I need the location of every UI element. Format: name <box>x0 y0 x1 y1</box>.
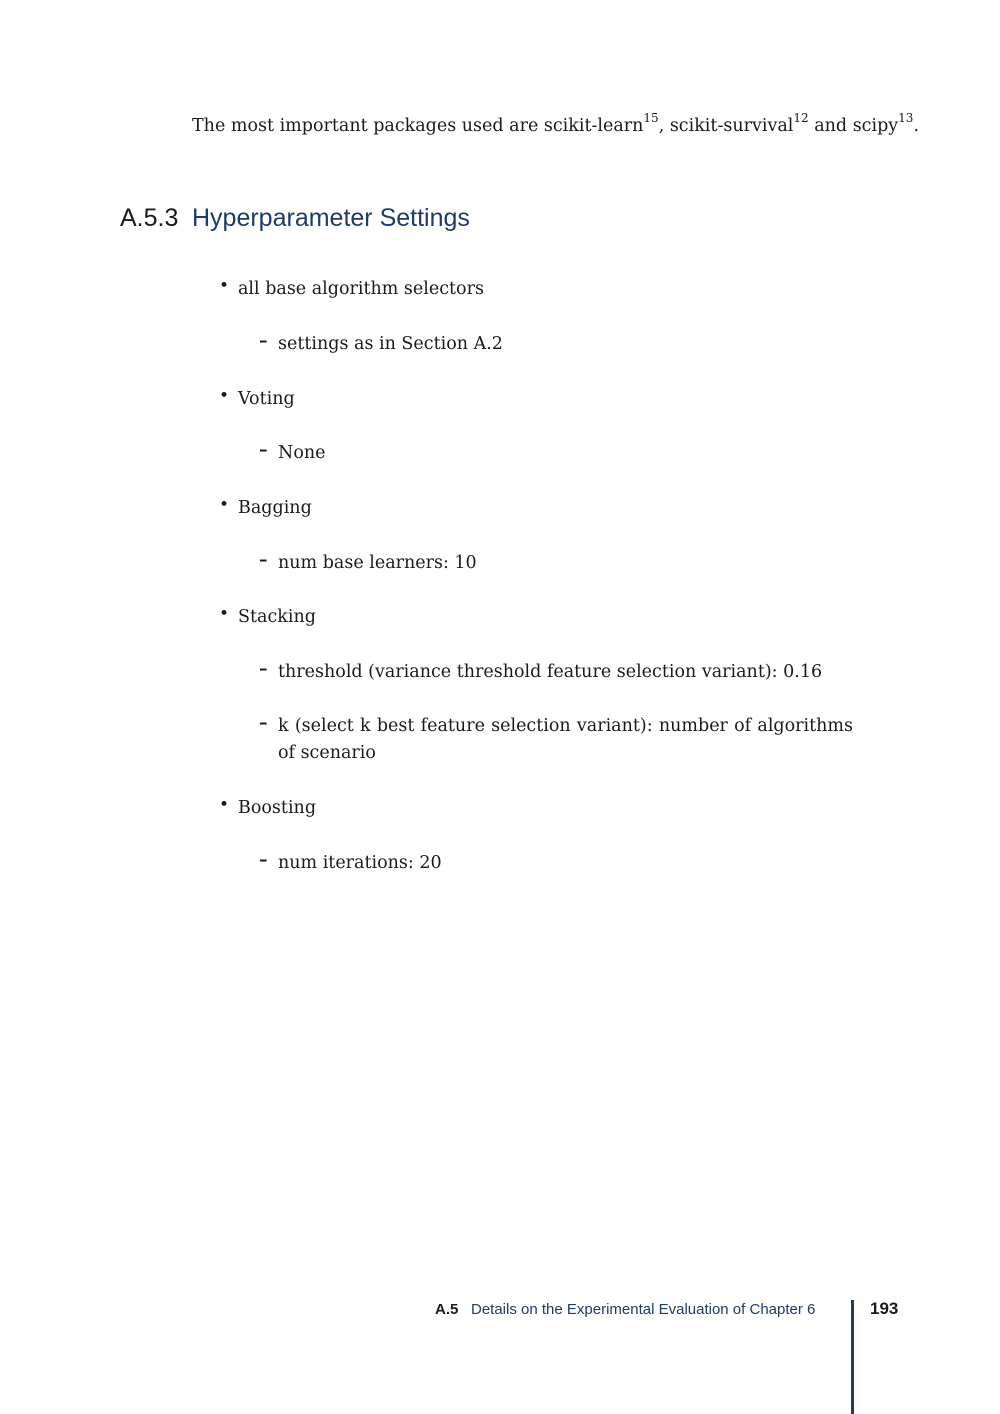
intro-text: The most important packages used are scikit-learn <box>192 116 644 136</box>
bullet-marker: • <box>219 604 230 624</box>
section-number: A.5.3 <box>120 204 179 232</box>
sub-list-item: None <box>278 443 326 463</box>
list-item: Stacking <box>238 607 316 627</box>
dash-marker: – <box>259 440 268 460</box>
list-item: all base algorithm selectors <box>238 279 484 299</box>
footer-chapter-title: Details on the Experimental Evaluation of Chapter 6 <box>471 1301 816 1318</box>
dash-marker: – <box>259 850 268 870</box>
footer-divider <box>851 1300 854 1414</box>
page-number: 193 <box>870 1299 899 1318</box>
intro-text: . <box>913 116 920 136</box>
bullet-marker: • <box>219 495 230 515</box>
sub-list-item: num iterations: 20 <box>278 853 442 873</box>
sub-list-item: threshold (variance threshold feature selection variant): 0.16 <box>278 662 823 682</box>
dash-marker: – <box>259 659 268 679</box>
intro-text: , scikit-survival <box>658 116 794 136</box>
dash-marker: – <box>259 713 268 733</box>
list-item: Bagging <box>238 498 312 518</box>
list-item: Voting <box>238 389 295 409</box>
section-title: Hyperparameter Settings <box>192 204 470 232</box>
sub-list-item: num base learners: 10 <box>278 553 477 573</box>
intro-paragraph <box>192 111 920 136</box>
bullet-marker: • <box>219 386 230 406</box>
dash-marker: – <box>259 550 268 570</box>
dash-marker: – <box>259 331 268 351</box>
sub-list-item: k (select k best feature selection variant): number of algorithms of scenario <box>278 716 853 763</box>
bullet-marker: • <box>219 276 230 296</box>
bullet-marker: • <box>219 795 230 815</box>
sub-list-item: settings as in Section A.2 <box>278 334 503 354</box>
footer-section-number: A.5 <box>435 1301 459 1318</box>
footnote-ref[interactable]: 15 <box>643 111 659 126</box>
footnote-ref[interactable]: 13 <box>898 111 914 126</box>
footnote-ref[interactable]: 12 <box>793 111 809 126</box>
list-item: Boosting <box>238 798 317 818</box>
intro-text: and scipy <box>808 116 899 136</box>
